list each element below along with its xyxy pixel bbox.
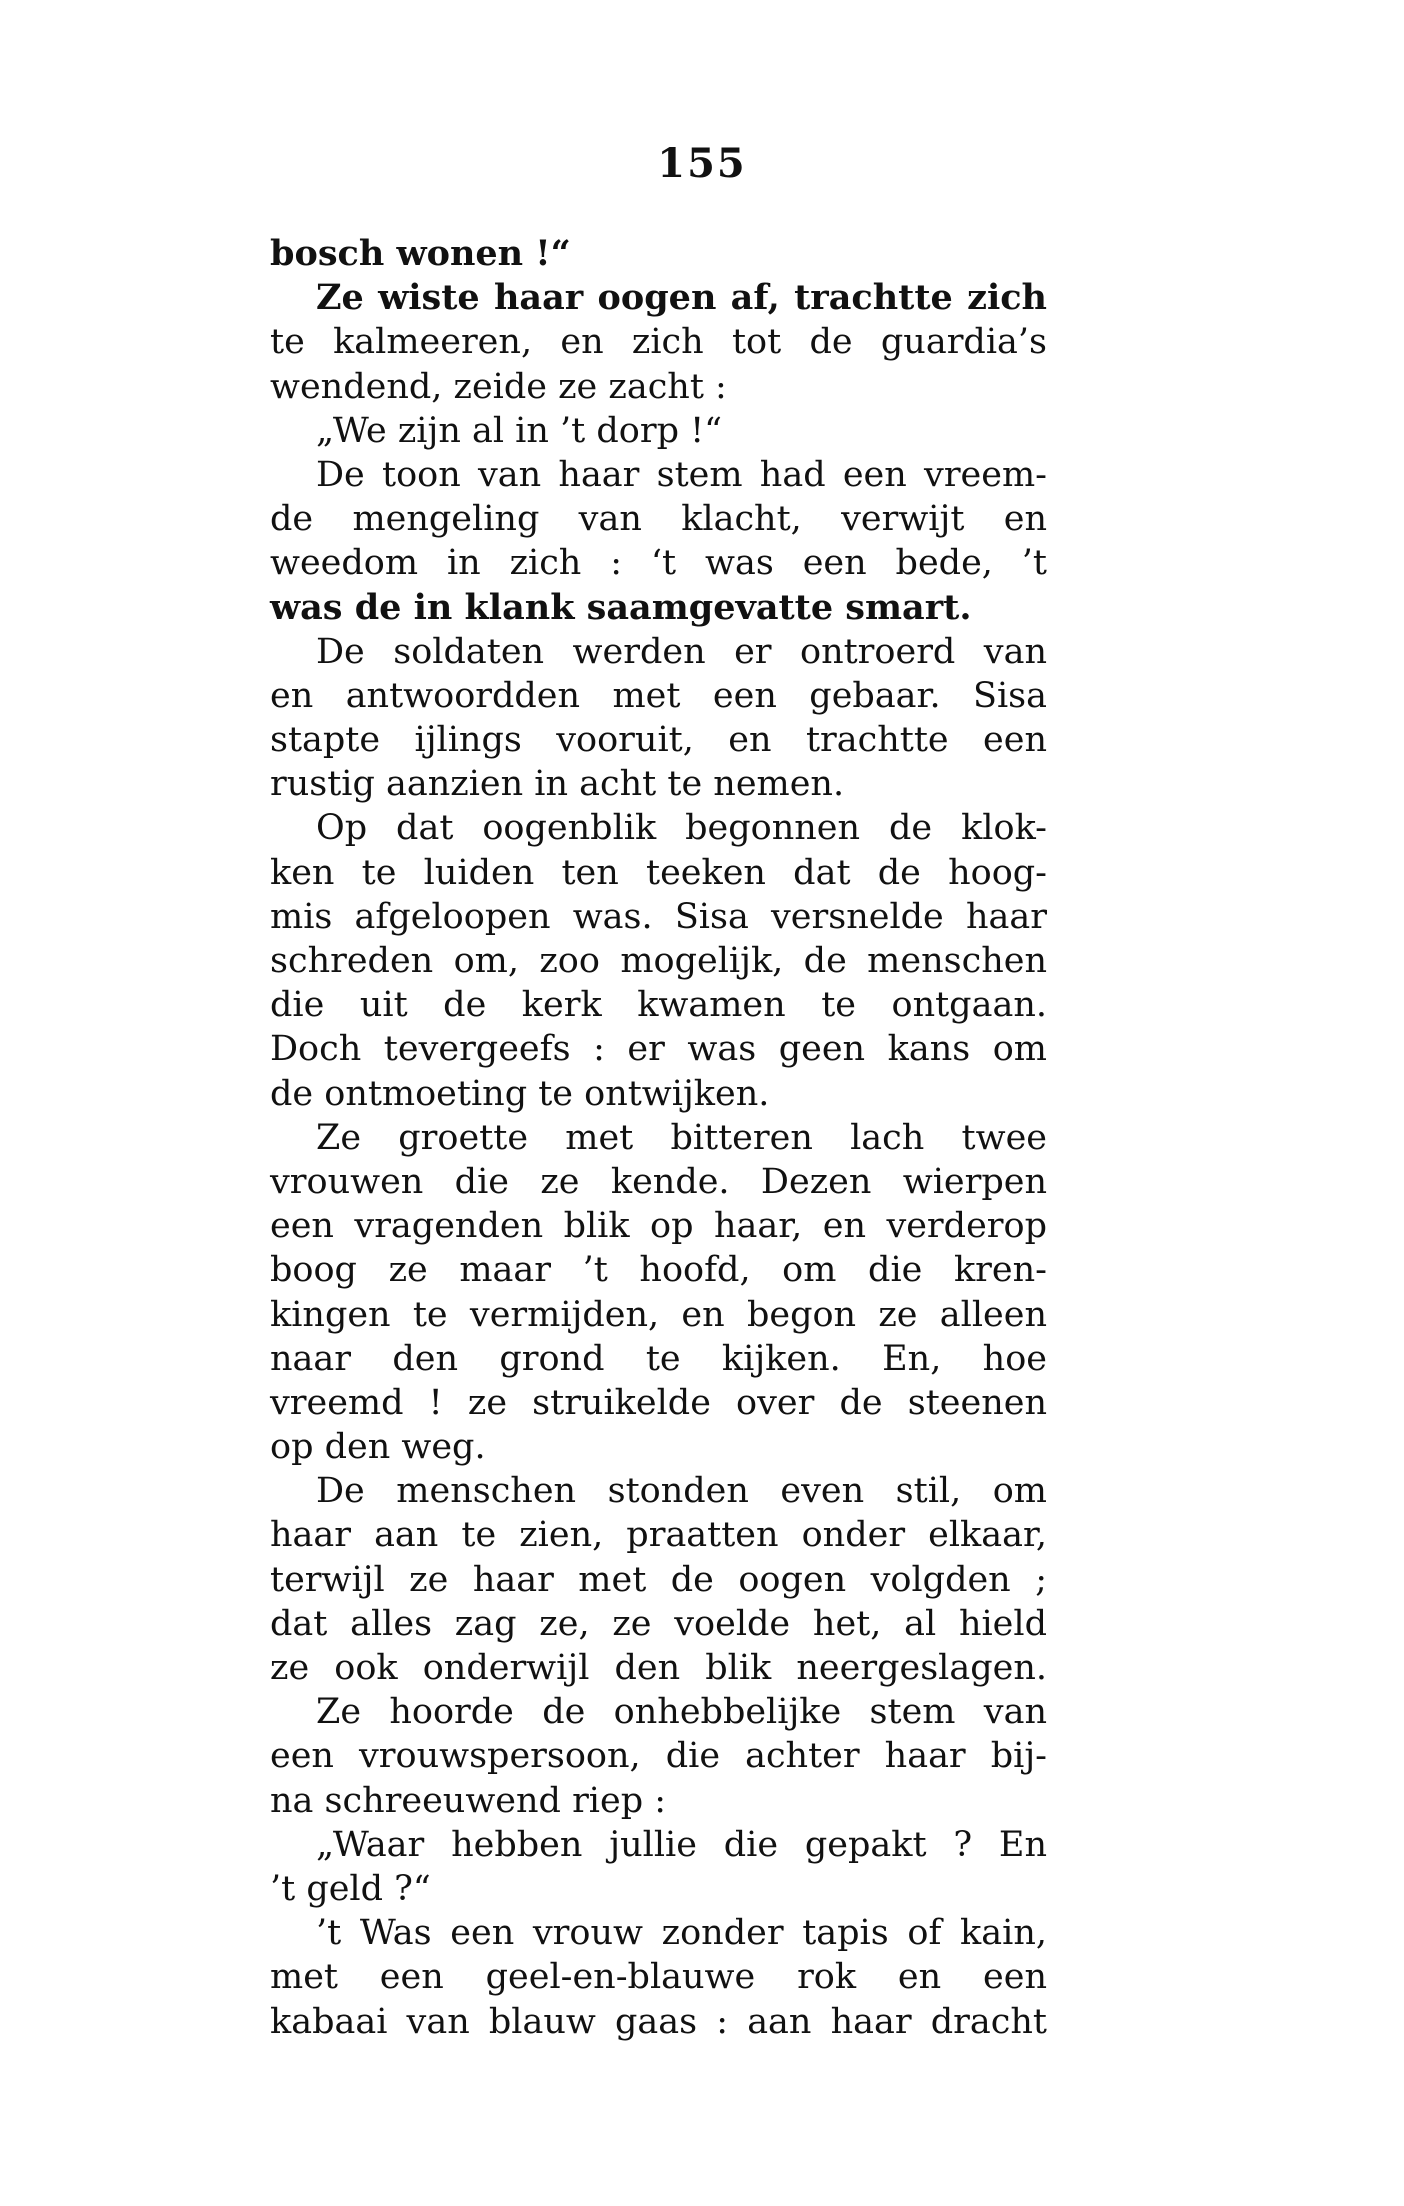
- text-line: op den weg.: [270, 1427, 486, 1468]
- text-line: dat alles zag ze, ze voelde het, al hield: [270, 1603, 1047, 1644]
- text-line: te kalmeeren, en zich tot de guardia’s: [270, 322, 1047, 363]
- text-line: de mengeling van klacht, verwijt en: [270, 499, 1047, 540]
- body-text: [270, 232, 1047, 2044]
- text-line: mis afgeloopen was. Sisa versnelde haar: [270, 896, 1047, 937]
- text-line: rustig aanzien in acht te nemen.: [270, 764, 845, 805]
- text-line: bosch wonen !“: [270, 233, 571, 274]
- text-line: de ontmoeting te ontwijken.: [270, 1073, 770, 1114]
- text-line: Ze hoorde de onhebbelijke stem van: [316, 1692, 1047, 1733]
- text-line: ze ook onderwijl den blik neergeslagen.: [270, 1648, 1047, 1688]
- text-line: kingen te vermijden, en begon ze alleen: [270, 1294, 1047, 1335]
- page-number: 155: [657, 140, 747, 187]
- text-line: terwijl ze haar met de oogen volgden ;: [270, 1559, 1047, 1600]
- text-line: „Waar hebben jullie die gepakt ? En: [316, 1824, 1047, 1865]
- text-line: was de in klank saamgevatte smart.: [270, 586, 972, 628]
- text-line: Ze wiste haar oogen af, trachtte zich: [316, 277, 1047, 319]
- text-line: schreden om, zoo mogelijk, de menschen: [270, 941, 1047, 981]
- text-line: ’t geld ?“: [270, 1868, 431, 1909]
- text-line: na schreeuwend riep :: [270, 1780, 667, 1821]
- text-line: wendend, zeide ze zacht :: [270, 366, 727, 407]
- text-line: ’t Was een vrouw zonder tapis of kain,: [316, 1913, 1047, 1954]
- text-line: De menschen stonden even stil, om: [316, 1471, 1047, 1512]
- text-line: De soldaten werden er ontroerd van: [316, 631, 1047, 672]
- text-line: Ze groette met bitteren lach twee: [316, 1117, 1047, 1158]
- text-line: boog ze maar ’t hoofd, om die kren-: [270, 1250, 1047, 1291]
- text-line: en antwoordden met een gebaar. Sisa: [270, 675, 1047, 716]
- text-line: „We zijn al in ’t dorp !“: [316, 410, 723, 451]
- text-line: Op dat oogenblik begonnen de klok-: [316, 808, 1047, 849]
- text-line: vreemd ! ze struikelde over de steenen: [270, 1382, 1047, 1423]
- text-line: kabaai van blauw gaas : aan haar dracht: [270, 2001, 1047, 2042]
- text-line: weedom in zich : ‘t was een bede, ’t: [270, 543, 1047, 584]
- text-line: Doch tevergeefs : er was geen kans om: [270, 1029, 1047, 1070]
- text-line: naar den grond te kijken. En, hoe: [270, 1338, 1047, 1379]
- text-line: een vragenden blik op haar, en verderop: [270, 1206, 1047, 1247]
- text-line: stapte ijlings vooruit, en trachtte een: [270, 720, 1047, 761]
- text-line: vrouwen die ze kende. Dezen wierpen: [270, 1161, 1047, 1202]
- text-line: De toon van haar stem had een vreem-: [316, 454, 1047, 495]
- text-line: haar aan te zien, praatten onder elkaar,: [270, 1515, 1047, 1556]
- text-line: een vrouwspersoon, die achter haar bij-: [270, 1736, 1047, 1777]
- text-line: die uit de kerk kwamen te ontgaan.: [270, 985, 1047, 1026]
- text-line: ken te luiden ten teeken dat de hoog-: [270, 852, 1047, 893]
- text-line: met een geel-en-blauwe rok en een: [270, 1957, 1047, 1998]
